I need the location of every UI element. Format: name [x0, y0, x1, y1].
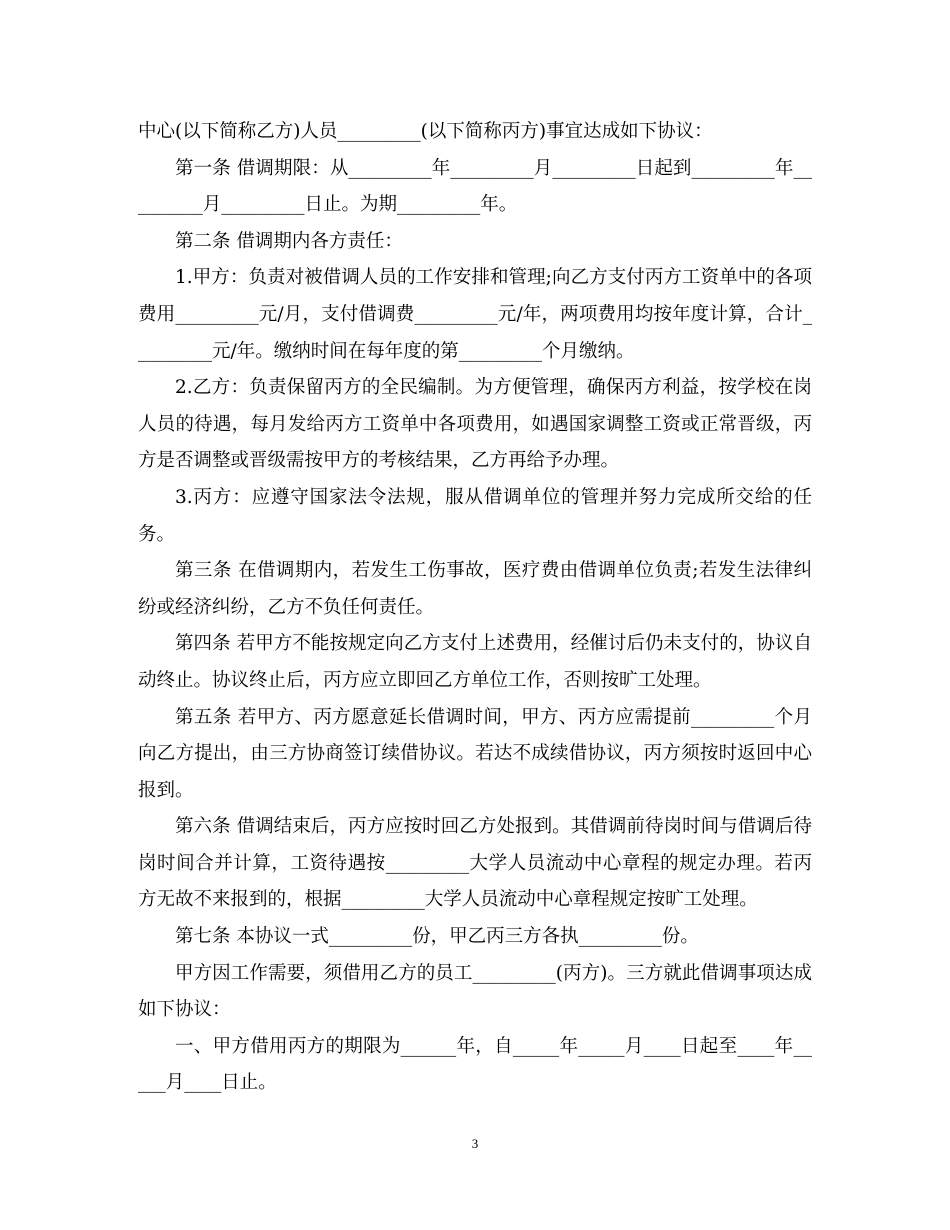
paragraph-article-3: 第三条 在借调期内，若发生工伤事故，医疗费由借调单位负责;若发生法律纠纷或经济纠纷，乙方不负任何责任。 — [138, 560, 812, 618]
paragraph-party-b-duties: 2.乙方：负责保留丙方的全民编制。为方便管理，确保丙方利益，按学校在岗人员的待遇，每月发给丙方工资单中各项费用，如遇国家调整工资或正常晋级，丙方是否调整或晋级需按甲方的考核结果，乙方再给予办理。 — [138, 377, 812, 472]
paragraph-party-a-duties: 1.甲方：负责对被借调人员的工作安排和管理;向乙方支付丙方工资单中的各项费用_________元/月，支付借调费_________元/年，两项费用均按年度计算，合计_________元/年。缴纳时间在每年度的第_________个月缴纳。 — [138, 267, 812, 362]
paragraph-article-6: 第六条 借调结束后，丙方应按时回乙方处报到。其借调前待岗时间与借调后待岗时间合并计算，工资待遇按_________大学人员流动中心章程的规定办理。若丙方无故不来报到的，根据_________大学人员流动中心章程规定按旷工处理。 — [138, 816, 812, 911]
paragraph-second-agreement-intro: 甲方因工作需要，须借用乙方的员工_________(丙方)。三方就此借调事项达成如下协议： — [138, 962, 812, 1021]
paragraph-party-c-duties: 3.丙方：应遵守国家法令法规，服从借调单位的管理并努力完成所交给的任务。 — [138, 486, 812, 545]
page-number: 3 — [471, 1136, 479, 1151]
paragraph-article-7: 第七条 本协议一式_________份，甲乙丙三方各执_________份。 — [175, 926, 699, 948]
paragraph-article-4: 第四条 若甲方不能按规定向乙方支付上述费用，经催讨后仍未支付的，协议自动终止。协议终止后，丙方应立即回乙方单位工作，否则按旷工处理。 — [138, 633, 812, 691]
paragraph-article-5: 第五条 若甲方、丙方愿意延长借调时间，甲方、丙方应需提前_________个月向乙方提出，由三方协商签订续借协议。若达不成续借协议，丙方须按时返回中心报到。 — [138, 706, 812, 801]
paragraph-article-1-term: 第一条 借调期限：从_________年_________月_________日起到_________年_________月_________日止。为期_________年。 — [138, 157, 812, 216]
document-body — [138, 114, 812, 1102]
paragraph-intro-continuation: 中心(以下简称乙方)人员_________(以下简称丙方)事宜达成如下协议： — [138, 121, 713, 142]
paragraph-second-agreement-term: 一、甲方借用丙方的期限为______年，自_____年_____月____日起至____年_____月____日止。 — [138, 1035, 812, 1094]
paragraph-article-2-heading: 第二条 借调期内各方责任： — [175, 230, 403, 252]
